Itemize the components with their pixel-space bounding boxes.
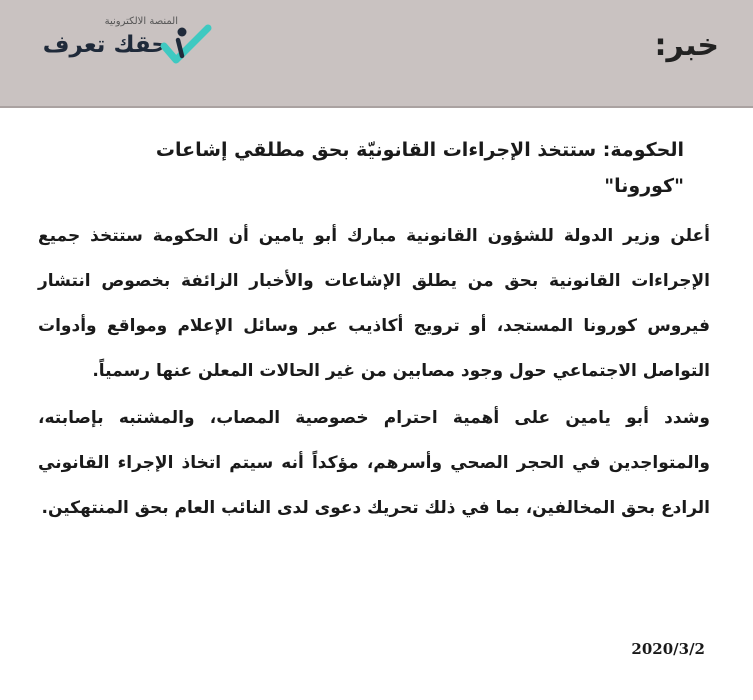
news-label: خبر: [654, 28, 719, 63]
article-body [38, 132, 710, 531]
logo-name: حقك تعرف [42, 32, 168, 58]
article-paragraph-2: وشدد أبو يامين على أهمية احترام خصوصية المصاب، والمشتبه بإصابته، والمتواجدين في الحجر الصحي وأسرهم، مؤكداً أنه سيتم اتخاذ الإجراء القانوني الرادع بحق المخالفين، بما في ذلك تحريك دعوى لدى النائب العام بحق المنتهكين. [38, 408, 710, 518]
article-date: 2020/3/2 [631, 640, 705, 658]
article-title: الحكومة: ستتخذ الإجراءات القانونيّة بحق مطلقي إشاعات "كورونا" [155, 139, 684, 197]
checkmark-person-icon [160, 22, 212, 66]
header-bar [0, 0, 753, 108]
site-logo[interactable] [44, 14, 214, 74]
logo-tagline: المنصة الالكترونية [104, 16, 178, 27]
article-paragraph-1: أعلن وزير الدولة للشؤون القانونية مبارك أبو يامين أن الحكومة ستتخذ جميع الإجراءات القانونية بحق من يطلق الإشاعات والأخبار الزائفة بخصوص انتشار فيروس كورونا المستجد، أو ترويج أكاذيب عبر وسائل الإعلام ومواقع وأدوات التواصل الاجتماعي حول وجود مصابين من غير الحالات المعلن عنها رسمياً. [38, 226, 710, 381]
